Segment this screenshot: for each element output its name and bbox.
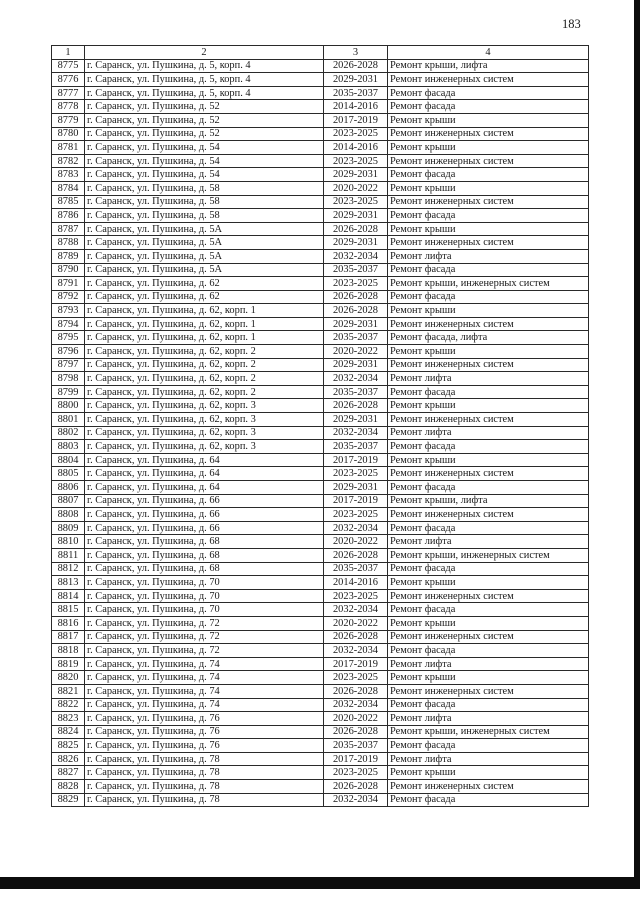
cell-address: г. Саранск, ул. Пушкина, д. 78 (85, 766, 324, 780)
table-row (52, 290, 589, 304)
table-row (52, 304, 589, 318)
cell-work-type: Ремонт фасада (388, 168, 589, 182)
cell-work-type: Ремонт лифта (388, 372, 589, 386)
table-row (52, 399, 589, 413)
table-row (52, 739, 589, 753)
scan-bottom-border (0, 877, 640, 889)
cell-address: г. Саранск, ул. Пушкина, д. 54 (85, 141, 324, 155)
table-row (52, 440, 589, 454)
cell-work-type: Ремонт крыши (388, 616, 589, 630)
column-header-work-type: 4 (388, 46, 589, 60)
table-row (52, 345, 589, 359)
cell-number: 8818 (52, 644, 85, 658)
cell-period: 2023-2025 (324, 154, 388, 168)
cell-number: 8814 (52, 589, 85, 603)
table-row (52, 603, 589, 617)
cell-work-type: Ремонт крыши (388, 345, 589, 359)
cell-work-type: Ремонт фасада (388, 385, 589, 399)
cell-number: 8811 (52, 548, 85, 562)
cell-address: г. Саранск, ул. Пушкина, д. 52 (85, 113, 324, 127)
cell-address: г. Саранск, ул. Пушкина, д. 5А (85, 249, 324, 263)
cell-address: г. Саранск, ул. Пушкина, д. 76 (85, 725, 324, 739)
cell-number: 8815 (52, 603, 85, 617)
table-row (52, 698, 589, 712)
cell-work-type: Ремонт крыши, лифта (388, 494, 589, 508)
cell-work-type: Ремонт фасада (388, 209, 589, 223)
table-row (52, 86, 589, 100)
table-row (52, 562, 589, 576)
cell-work-type: Ремонт крыши, лифта (388, 59, 589, 73)
cell-work-type: Ремонт лифта (388, 535, 589, 549)
cell-period: 2023-2025 (324, 127, 388, 141)
table-row (52, 548, 589, 562)
cell-period: 2026-2028 (324, 725, 388, 739)
cell-work-type: Ремонт инженерных систем (388, 780, 589, 794)
table-row (52, 616, 589, 630)
cell-work-type: Ремонт инженерных систем (388, 684, 589, 698)
cell-number: 8821 (52, 684, 85, 698)
cell-work-type: Ремонт лифта (388, 752, 589, 766)
cell-address: г. Саранск, ул. Пушкина, д. 78 (85, 780, 324, 794)
cell-number: 8828 (52, 780, 85, 794)
cell-address: г. Саранск, ул. Пушкина, д. 62, корп. 2 (85, 385, 324, 399)
cell-number: 8776 (52, 73, 85, 87)
cell-period: 2035-2037 (324, 739, 388, 753)
table-row (52, 168, 589, 182)
cell-number: 8790 (52, 263, 85, 277)
cell-number: 8804 (52, 453, 85, 467)
cell-work-type: Ремонт фасада (388, 290, 589, 304)
cell-number: 8798 (52, 372, 85, 386)
table-row (52, 426, 589, 440)
table-row (52, 59, 589, 73)
table-row (52, 494, 589, 508)
table-row (52, 467, 589, 481)
cell-period: 2023-2025 (324, 671, 388, 685)
cell-address: г. Саранск, ул. Пушкина, д. 5А (85, 236, 324, 250)
cell-address: г. Саранск, ул. Пушкина, д. 72 (85, 644, 324, 658)
cell-address: г. Саранск, ул. Пушкина, д. 74 (85, 684, 324, 698)
table-row (52, 766, 589, 780)
cell-address: г. Саранск, ул. Пушкина, д. 72 (85, 630, 324, 644)
cell-number: 8822 (52, 698, 85, 712)
cell-address: г. Саранск, ул. Пушкина, д. 58 (85, 209, 324, 223)
cell-work-type: Ремонт крыши (388, 222, 589, 236)
cell-period: 2032-2034 (324, 698, 388, 712)
cell-period: 2014-2016 (324, 100, 388, 114)
cell-work-type: Ремонт крыши (388, 576, 589, 590)
table-row (52, 141, 589, 155)
cell-address: г. Саранск, ул. Пушкина, д. 64 (85, 453, 324, 467)
cell-address: г. Саранск, ул. Пушкина, д. 5А (85, 263, 324, 277)
cell-number: 8812 (52, 562, 85, 576)
cell-address: г. Саранск, ул. Пушкина, д. 5, корп. 4 (85, 73, 324, 87)
cell-work-type: Ремонт крыши (388, 766, 589, 780)
cell-address: г. Саранск, ул. Пушкина, д. 5А (85, 222, 324, 236)
cell-address: г. Саранск, ул. Пушкина, д. 68 (85, 535, 324, 549)
table-row (52, 712, 589, 726)
cell-period: 2023-2025 (324, 467, 388, 481)
cell-number: 8775 (52, 59, 85, 73)
column-header-address: 2 (85, 46, 324, 60)
cell-period: 2017-2019 (324, 752, 388, 766)
cell-number: 8777 (52, 86, 85, 100)
cell-work-type: Ремонт инженерных систем (388, 73, 589, 87)
cell-address: г. Саранск, ул. Пушкина, д. 78 (85, 793, 324, 807)
register-table (51, 45, 589, 807)
cell-work-type: Ремонт крыши, инженерных систем (388, 725, 589, 739)
cell-number: 8783 (52, 168, 85, 182)
cell-number: 8794 (52, 317, 85, 331)
cell-number: 8792 (52, 290, 85, 304)
cell-period: 2029-2031 (324, 209, 388, 223)
cell-address: г. Саранск, ул. Пушкина, д. 70 (85, 576, 324, 590)
table-row (52, 222, 589, 236)
cell-period: 2017-2019 (324, 453, 388, 467)
cell-work-type: Ремонт крыши (388, 399, 589, 413)
cell-period: 2029-2031 (324, 413, 388, 427)
cell-address: г. Саранск, ул. Пушкина, д. 64 (85, 481, 324, 495)
cell-work-type: Ремонт фасада (388, 739, 589, 753)
cell-period: 2023-2025 (324, 766, 388, 780)
cell-number: 8824 (52, 725, 85, 739)
cell-period: 2032-2034 (324, 372, 388, 386)
cell-work-type: Ремонт фасада (388, 698, 589, 712)
cell-period: 2023-2025 (324, 508, 388, 522)
table-row (52, 644, 589, 658)
cell-address: г. Саранск, ул. Пушкина, д. 62, корп. 3 (85, 426, 324, 440)
cell-address: г. Саранск, ул. Пушкина, д. 62, корп. 1 (85, 331, 324, 345)
cell-number: 8820 (52, 671, 85, 685)
cell-address: г. Саранск, ул. Пушкина, д. 58 (85, 195, 324, 209)
cell-work-type: Ремонт инженерных систем (388, 154, 589, 168)
cell-period: 2023-2025 (324, 589, 388, 603)
table-row (52, 752, 589, 766)
cell-number: 8796 (52, 345, 85, 359)
cell-number: 8808 (52, 508, 85, 522)
table-row (52, 331, 589, 345)
cell-number: 8810 (52, 535, 85, 549)
table-row (52, 277, 589, 291)
cell-period: 2032-2034 (324, 603, 388, 617)
cell-number: 8791 (52, 277, 85, 291)
cell-work-type: Ремонт фасада (388, 86, 589, 100)
cell-period: 2032-2034 (324, 793, 388, 807)
cell-number: 8819 (52, 657, 85, 671)
table-row (52, 657, 589, 671)
cell-period: 2014-2016 (324, 576, 388, 590)
cell-period: 2026-2028 (324, 304, 388, 318)
cell-work-type: Ремонт фасада (388, 481, 589, 495)
cell-period: 2029-2031 (324, 236, 388, 250)
cell-work-type: Ремонт инженерных систем (388, 508, 589, 522)
cell-period: 2026-2028 (324, 630, 388, 644)
cell-address: г. Саранск, ул. Пушкина, д. 70 (85, 603, 324, 617)
table-row (52, 100, 589, 114)
cell-number: 8816 (52, 616, 85, 630)
table-row (52, 181, 589, 195)
table-row (52, 725, 589, 739)
cell-address: г. Саранск, ул. Пушкина, д. 70 (85, 589, 324, 603)
table-body (52, 59, 589, 807)
cell-address: г. Саранск, ул. Пушкина, д. 74 (85, 698, 324, 712)
cell-period: 2029-2031 (324, 73, 388, 87)
cell-period: 2029-2031 (324, 168, 388, 182)
cell-number: 8785 (52, 195, 85, 209)
cell-period: 2032-2034 (324, 644, 388, 658)
table-row (52, 589, 589, 603)
cell-work-type: Ремонт лифта (388, 712, 589, 726)
table-row (52, 154, 589, 168)
cell-number: 8823 (52, 712, 85, 726)
column-header-number: 1 (52, 46, 85, 60)
cell-address: г. Саранск, ул. Пушкина, д. 74 (85, 671, 324, 685)
table-row (52, 113, 589, 127)
cell-work-type: Ремонт крыши (388, 671, 589, 685)
cell-work-type: Ремонт фасада (388, 100, 589, 114)
cell-period: 2026-2028 (324, 59, 388, 73)
cell-work-type: Ремонт крыши, инженерных систем (388, 277, 589, 291)
cell-number: 8825 (52, 739, 85, 753)
table-row (52, 630, 589, 644)
cell-number: 8799 (52, 385, 85, 399)
cell-number: 8807 (52, 494, 85, 508)
cell-address: г. Саранск, ул. Пушкина, д. 68 (85, 548, 324, 562)
cell-period: 2032-2034 (324, 426, 388, 440)
cell-work-type: Ремонт лифта (388, 249, 589, 263)
cell-address: г. Саранск, ул. Пушкина, д. 58 (85, 181, 324, 195)
cell-address: г. Саранск, ул. Пушкина, д. 62, корп. 2 (85, 358, 324, 372)
cell-period: 2020-2022 (324, 181, 388, 195)
cell-number: 8780 (52, 127, 85, 141)
cell-period: 2023-2025 (324, 277, 388, 291)
cell-number: 8797 (52, 358, 85, 372)
cell-number: 8803 (52, 440, 85, 454)
cell-period: 2029-2031 (324, 358, 388, 372)
table-row (52, 413, 589, 427)
cell-number: 8805 (52, 467, 85, 481)
page-number: 183 (562, 17, 581, 31)
cell-address: г. Саранск, ул. Пушкина, д. 76 (85, 712, 324, 726)
cell-work-type: Ремонт фасада (388, 562, 589, 576)
cell-work-type: Ремонт инженерных систем (388, 467, 589, 481)
cell-address: г. Саранск, ул. Пушкина, д. 62, корп. 3 (85, 440, 324, 454)
cell-address: г. Саранск, ул. Пушкина, д. 66 (85, 521, 324, 535)
cell-period: 2035-2037 (324, 86, 388, 100)
cell-number: 8787 (52, 222, 85, 236)
table-row (52, 671, 589, 685)
cell-work-type: Ремонт фасада (388, 521, 589, 535)
cell-number: 8826 (52, 752, 85, 766)
table-row (52, 780, 589, 794)
table-row (52, 263, 589, 277)
cell-number: 8781 (52, 141, 85, 155)
cell-period: 2026-2028 (324, 290, 388, 304)
cell-period: 2035-2037 (324, 562, 388, 576)
cell-period: 2035-2037 (324, 331, 388, 345)
scan-edge-shadow (634, 0, 640, 889)
cell-work-type: Ремонт крыши, инженерных систем (388, 548, 589, 562)
cell-address: г. Саранск, ул. Пушкина, д. 66 (85, 508, 324, 522)
cell-number: 8801 (52, 413, 85, 427)
table-header-row (52, 46, 589, 60)
table-row (52, 385, 589, 399)
cell-address: г. Саранск, ул. Пушкина, д. 62, корп. 1 (85, 317, 324, 331)
cell-work-type: Ремонт крыши (388, 181, 589, 195)
cell-work-type: Ремонт инженерных систем (388, 127, 589, 141)
table-row (52, 508, 589, 522)
cell-work-type: Ремонт крыши (388, 453, 589, 467)
cell-work-type: Ремонт фасада (388, 644, 589, 658)
cell-number: 8779 (52, 113, 85, 127)
table-row (52, 481, 589, 495)
cell-number: 8793 (52, 304, 85, 318)
cell-period: 2029-2031 (324, 317, 388, 331)
cell-work-type: Ремонт лифта (388, 657, 589, 671)
cell-work-type: Ремонт инженерных систем (388, 630, 589, 644)
cell-address: г. Саранск, ул. Пушкина, д. 54 (85, 154, 324, 168)
cell-number: 8813 (52, 576, 85, 590)
cell-work-type: Ремонт инженерных систем (388, 195, 589, 209)
table-row (52, 249, 589, 263)
cell-period: 2020-2022 (324, 535, 388, 549)
cell-address: г. Саранск, ул. Пушкина, д. 72 (85, 616, 324, 630)
cell-address: г. Саранск, ул. Пушкина, д. 62, корп. 1 (85, 304, 324, 318)
cell-number: 8789 (52, 249, 85, 263)
cell-work-type: Ремонт крыши (388, 141, 589, 155)
table-row (52, 209, 589, 223)
cell-period: 2020-2022 (324, 345, 388, 359)
cell-number: 8782 (52, 154, 85, 168)
cell-period: 2035-2037 (324, 263, 388, 277)
cell-address: г. Саранск, ул. Пушкина, д. 5, корп. 4 (85, 86, 324, 100)
table-row (52, 236, 589, 250)
cell-address: г. Саранск, ул. Пушкина, д. 68 (85, 562, 324, 576)
cell-address: г. Саранск, ул. Пушкина, д. 74 (85, 657, 324, 671)
cell-address: г. Саранск, ул. Пушкина, д. 5, корп. 4 (85, 59, 324, 73)
table-row (52, 127, 589, 141)
cell-number: 8795 (52, 331, 85, 345)
cell-period: 2035-2037 (324, 385, 388, 399)
cell-period: 2023-2025 (324, 195, 388, 209)
table-row (52, 793, 589, 807)
cell-number: 8800 (52, 399, 85, 413)
cell-period: 2017-2019 (324, 494, 388, 508)
cell-address: г. Саранск, ул. Пушкина, д. 76 (85, 739, 324, 753)
cell-work-type: Ремонт фасада, лифта (388, 331, 589, 345)
table-row (52, 317, 589, 331)
cell-period: 2026-2028 (324, 399, 388, 413)
table-row (52, 195, 589, 209)
table-row (52, 521, 589, 535)
cell-period: 2017-2019 (324, 113, 388, 127)
cell-number: 8817 (52, 630, 85, 644)
table-row (52, 73, 589, 87)
cell-period: 2032-2034 (324, 249, 388, 263)
cell-address: г. Саранск, ул. Пушкина, д. 52 (85, 100, 324, 114)
cell-work-type: Ремонт инженерных систем (388, 413, 589, 427)
table-row (52, 684, 589, 698)
cell-period: 2026-2028 (324, 548, 388, 562)
cell-number: 8788 (52, 236, 85, 250)
cell-address: г. Саранск, ул. Пушкина, д. 52 (85, 127, 324, 141)
cell-address: г. Саранск, ул. Пушкина, д. 62 (85, 277, 324, 291)
cell-address: г. Саранск, ул. Пушкина, д. 62 (85, 290, 324, 304)
cell-period: 2029-2031 (324, 481, 388, 495)
cell-work-type: Ремонт крыши (388, 304, 589, 318)
cell-address: г. Саранск, ул. Пушкина, д. 62, корп. 2 (85, 345, 324, 359)
cell-period: 2026-2028 (324, 222, 388, 236)
table-row (52, 358, 589, 372)
cell-work-type: Ремонт инженерных систем (388, 589, 589, 603)
cell-number: 8806 (52, 481, 85, 495)
cell-work-type: Ремонт фасада (388, 263, 589, 277)
cell-number: 8827 (52, 766, 85, 780)
cell-period: 2020-2022 (324, 616, 388, 630)
cell-number: 8786 (52, 209, 85, 223)
cell-work-type: Ремонт инженерных систем (388, 317, 589, 331)
cell-period: 2026-2028 (324, 780, 388, 794)
cell-period: 2020-2022 (324, 712, 388, 726)
cell-period: 2014-2016 (324, 141, 388, 155)
cell-number: 8784 (52, 181, 85, 195)
cell-address: г. Саранск, ул. Пушкина, д. 54 (85, 168, 324, 182)
cell-address: г. Саранск, ул. Пушкина, д. 62, корп. 2 (85, 372, 324, 386)
table-row (52, 576, 589, 590)
cell-work-type: Ремонт крыши (388, 113, 589, 127)
table-row (52, 453, 589, 467)
table-row (52, 372, 589, 386)
cell-address: г. Саранск, ул. Пушкина, д. 62, корп. 3 (85, 399, 324, 413)
cell-work-type: Ремонт лифта (388, 426, 589, 440)
cell-work-type: Ремонт инженерных систем (388, 358, 589, 372)
column-header-period: 3 (324, 46, 388, 60)
cell-period: 2017-2019 (324, 657, 388, 671)
cell-work-type: Ремонт фасада (388, 793, 589, 807)
cell-period: 2035-2037 (324, 440, 388, 454)
cell-number: 8809 (52, 521, 85, 535)
cell-address: г. Саранск, ул. Пушкина, д. 78 (85, 752, 324, 766)
table-row (52, 535, 589, 549)
cell-period: 2026-2028 (324, 684, 388, 698)
cell-address: г. Саранск, ул. Пушкина, д. 64 (85, 467, 324, 481)
cell-work-type: Ремонт инженерных систем (388, 236, 589, 250)
cell-number: 8829 (52, 793, 85, 807)
cell-work-type: Ремонт фасада (388, 440, 589, 454)
cell-number: 8778 (52, 100, 85, 114)
cell-work-type: Ремонт фасада (388, 603, 589, 617)
cell-period: 2032-2034 (324, 521, 388, 535)
cell-address: г. Саранск, ул. Пушкина, д. 62, корп. 3 (85, 413, 324, 427)
cell-number: 8802 (52, 426, 85, 440)
cell-address: г. Саранск, ул. Пушкина, д. 66 (85, 494, 324, 508)
